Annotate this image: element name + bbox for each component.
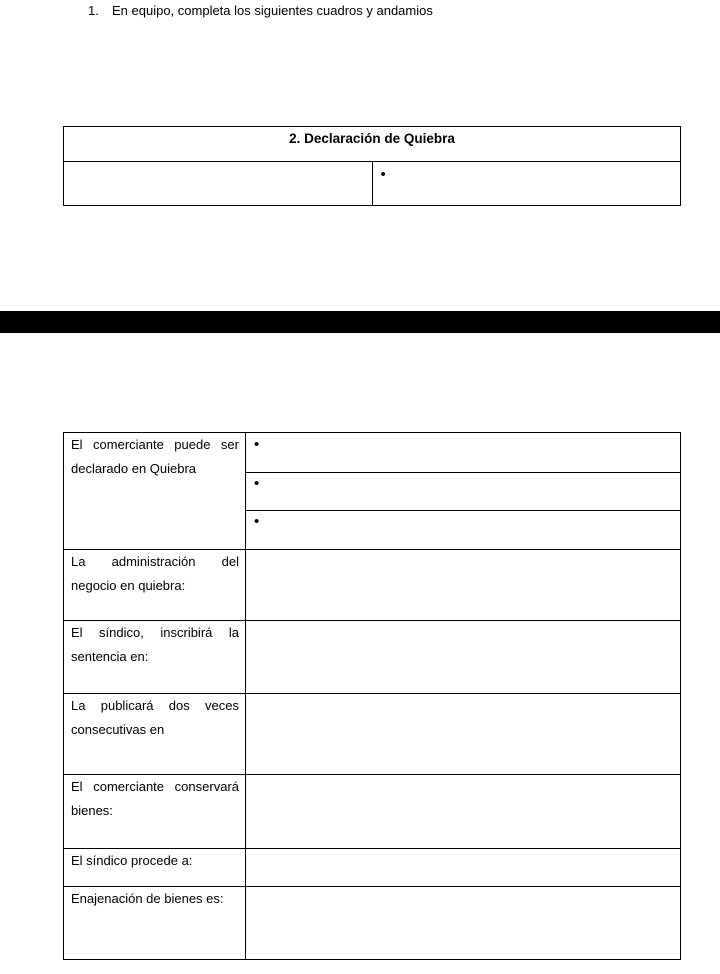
row-label-text: La publicará dos veces consecutivas en bbox=[71, 698, 239, 737]
row-label bbox=[64, 550, 246, 621]
row-label bbox=[64, 849, 246, 887]
bullet-icon: • bbox=[380, 166, 386, 183]
bullet-cell[interactable] bbox=[372, 162, 681, 206]
row-label-text: Enajenación de bienes es: bbox=[71, 891, 224, 906]
answer-cell[interactable] bbox=[246, 775, 681, 849]
quiebra-scaffold-table bbox=[63, 432, 681, 960]
row-label bbox=[64, 694, 246, 775]
row-label-text: El síndico procede a: bbox=[71, 853, 193, 868]
instruction-text: En equipo, completa los siguientes cuadros y andamios bbox=[112, 3, 433, 18]
bullet-icon: • bbox=[254, 436, 260, 453]
row-label bbox=[64, 887, 246, 960]
row-label-text: El comerciante conservará bienes: bbox=[71, 779, 239, 818]
blank-cell[interactable] bbox=[64, 162, 373, 206]
answer-cell[interactable] bbox=[246, 511, 681, 550]
answer-cell[interactable] bbox=[246, 694, 681, 775]
answer-cell[interactable] bbox=[246, 473, 681, 511]
answer-cell[interactable] bbox=[246, 621, 681, 694]
bullet-icon: • bbox=[254, 475, 260, 492]
row-label-text: El síndico, inscribirá la sentencia en: bbox=[71, 625, 239, 664]
table-header bbox=[64, 127, 681, 162]
answer-cell[interactable] bbox=[246, 550, 681, 621]
black-divider-band bbox=[0, 311, 720, 333]
bullet-icon: • bbox=[254, 513, 260, 530]
instruction-number: 1. bbox=[88, 3, 99, 18]
answer-cell[interactable] bbox=[246, 887, 681, 960]
table-header-text: 2. Declaración de Quiebra bbox=[289, 131, 455, 146]
row-label bbox=[64, 621, 246, 694]
declaracion-quiebra-table bbox=[63, 126, 681, 206]
row-label bbox=[64, 433, 246, 550]
instruction-line bbox=[88, 2, 433, 20]
row-label-text: El comerciante puede ser declarado en Quiebra bbox=[71, 437, 239, 476]
row-label-text: La administración del negocio en quiebra: bbox=[71, 554, 239, 593]
answer-cell[interactable] bbox=[246, 433, 681, 473]
row-label bbox=[64, 775, 246, 849]
answer-cell[interactable] bbox=[246, 849, 681, 887]
